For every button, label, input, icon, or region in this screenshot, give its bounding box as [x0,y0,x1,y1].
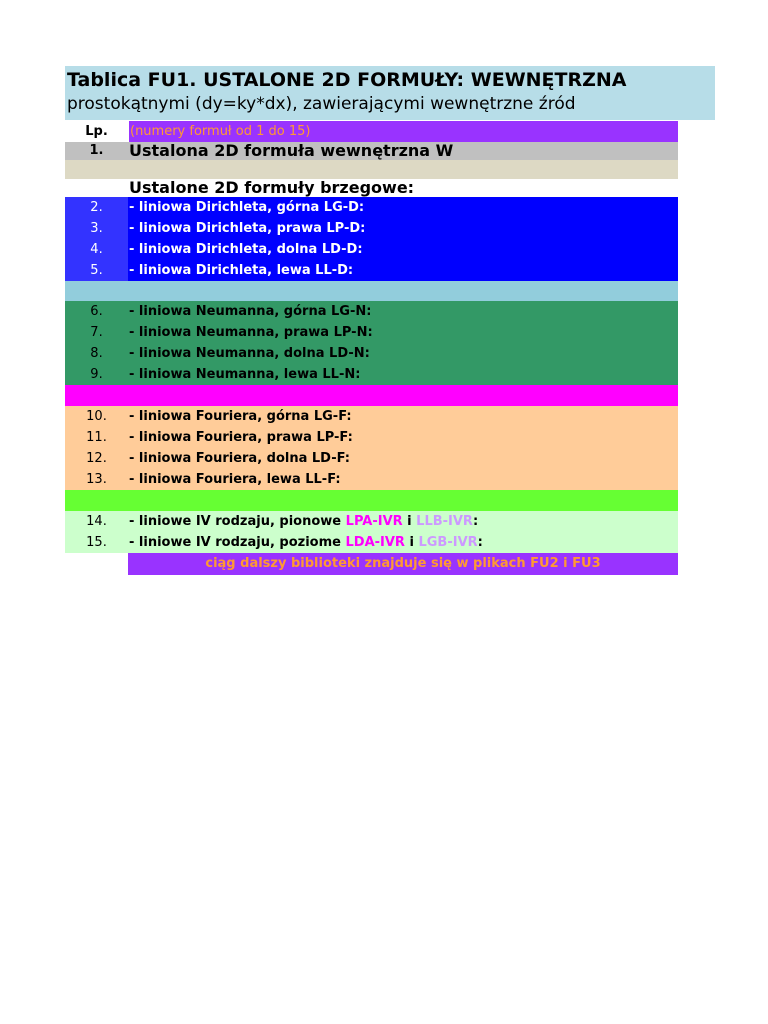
formula-row [65,322,678,343]
code-a: LDA-IVR [345,535,405,550]
formula-row [65,532,678,553]
formula-row [65,301,678,322]
joiner: i [404,535,419,550]
row-label: - liniowa Neumanna, górna LG-N: [129,304,372,319]
row-number: 10. [86,409,107,424]
row-label: - liniowa Neumanna, dolna LD-N: [129,346,370,361]
boundary-heading-row [65,178,678,198]
row-label [129,511,678,532]
row-label: - liniowa Fouriera, prawa LP-F: [129,430,353,445]
row-number: 9. [90,367,103,382]
formula-row [65,364,678,385]
row-number: 4. [90,242,103,257]
column-header-row [65,121,678,142]
row-number: 15. [86,535,107,550]
formula-row [65,511,678,532]
code-b: LGB-IVR [418,535,478,550]
row-number: 5. [90,263,103,278]
row-label [129,532,678,553]
row-number: 2. [90,200,103,215]
row-label: - liniowa Fouriera, górna LG-F: [129,409,352,424]
neumann-block [65,301,678,385]
lp-header: Lp. [85,124,108,139]
code-a: LPA-IVR [345,514,403,529]
type-iv-block [65,511,678,553]
row-number: 3. [90,221,103,236]
row-number: 14. [86,514,107,529]
table-title-block [65,66,715,120]
row-label: - liniowa Dirichleta, górna LG-D: [129,200,365,215]
row-label-prefix: - liniowe IV rodzaju, poziome [129,535,346,550]
row-number: 12. [86,451,107,466]
row-label: - liniowa Fouriera, lewa LL-F: [129,472,341,487]
code-b: LLB-IVR [416,514,473,529]
row-number: 8. [90,346,103,361]
spacer-row [65,385,678,406]
formula-row-internal [65,142,678,160]
table-subtitle: prostokątnymi (dy=ky*dx), zawierającymi wewnętrzne źród [67,94,576,114]
footer-note-row [128,553,678,575]
joiner: i [402,514,417,529]
formula-row [65,406,678,427]
dirichlet-block [65,197,678,281]
row-number: 11. [86,430,107,445]
formula-row [65,197,678,218]
row-label: - liniowa Dirichleta, dolna LD-D: [129,242,363,257]
fourier-block [65,406,678,490]
row-label: - liniowa Neumanna, prawa LP-N: [129,325,373,340]
formula-row [65,469,678,490]
formula-row [65,343,678,364]
row-label-prefix: - liniowe IV rodzaju, pionowe [129,514,346,529]
suffix: : [472,514,479,529]
row-number: 7. [90,325,103,340]
row-label: - liniowa Dirichleta, prawa LP-D: [129,221,366,236]
row-number: 1. [89,143,104,158]
formula-row [65,427,678,448]
formula-row [65,448,678,469]
row-label: - liniowa Fouriera, dolna LD-F: [129,451,350,466]
row-number: 6. [90,304,103,319]
row-number: 13. [86,472,107,487]
row-label: - liniowa Dirichleta, lewa LL-D: [129,263,354,278]
formula-range-note: (numery formuł od 1 do 15) [129,121,678,142]
row-label: - liniowa Neumanna, lewa LL-N: [129,367,361,382]
table-title: Tablica FU1. USTALONE 2D FORMUŁY: WEWNĘTRZNA [67,69,627,91]
formula-row [65,218,678,239]
boundary-heading: Ustalone 2D formuły brzegowe: [129,178,415,197]
suffix: : [477,535,483,550]
formula-row [65,260,678,281]
spacer-row [65,490,678,511]
spacer-row [65,281,678,301]
footer-note: ciąg dalszy biblioteki znajduje się w plikach FU2 i FU3 [205,556,601,571]
formula-row [65,239,678,260]
row-label: Ustalona 2D formuła wewnętrzna W [129,142,454,160]
spacer-row [65,160,678,179]
